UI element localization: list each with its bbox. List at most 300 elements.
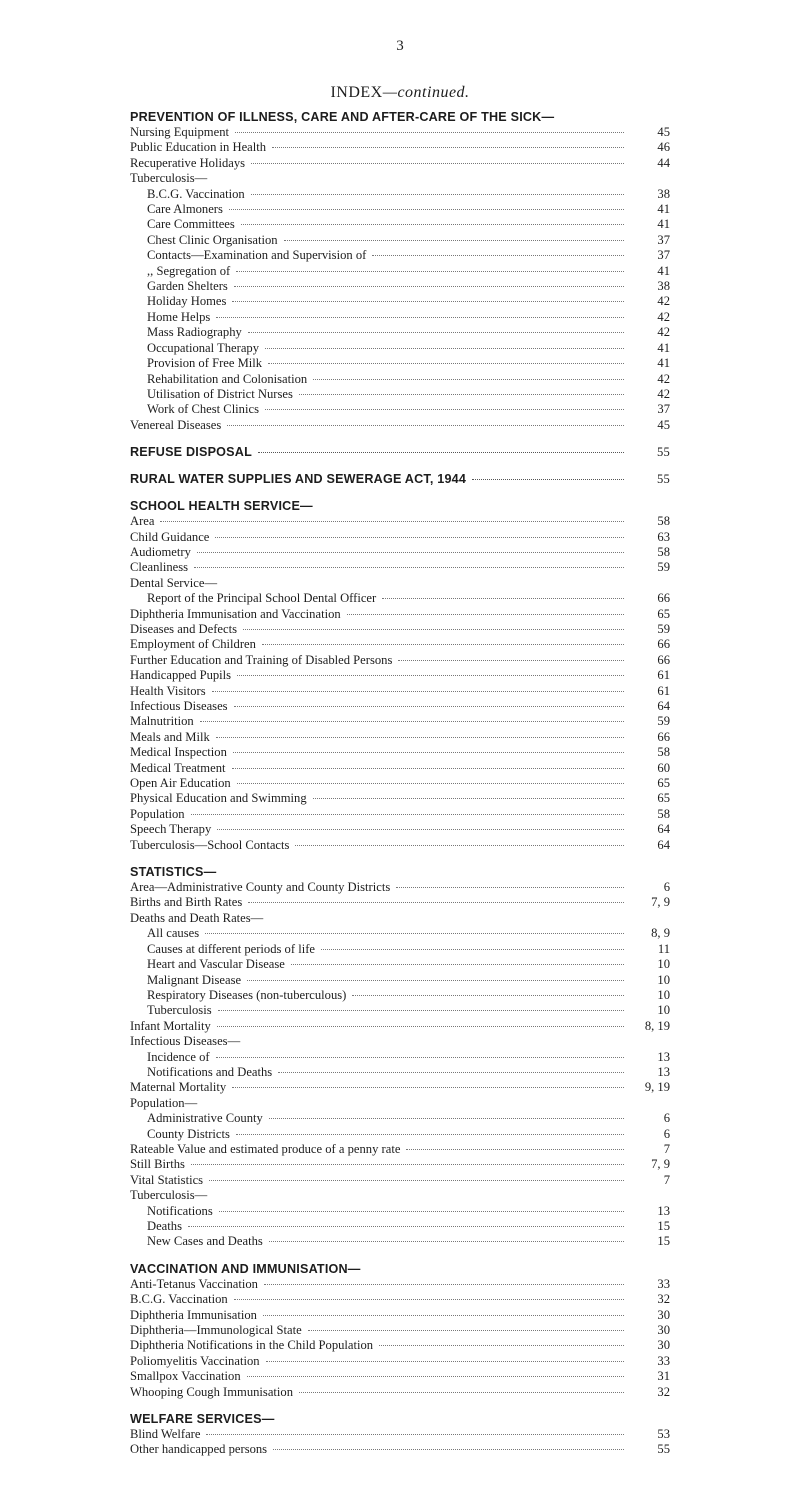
- entry-page-ref: 66: [657, 637, 670, 652]
- entry-page-ref: 7: [663, 1172, 670, 1187]
- section-heading-text: SCHOOL HEALTH SERVICE—: [130, 499, 313, 514]
- entry-label: Garden Shelters: [147, 279, 228, 294]
- entry-page-ref: 64: [657, 837, 670, 852]
- entry-page-ref: 7, 9: [651, 895, 670, 910]
- entry-label: Tuberculosis—: [130, 171, 208, 186]
- entry-page-ref: 13: [657, 1049, 670, 1064]
- entry-page-ref: 10: [657, 957, 670, 972]
- dot-leader: [234, 286, 624, 287]
- dot-leader: [197, 552, 624, 553]
- section-heading-text: WELFARE SERVICES—: [130, 1412, 275, 1427]
- entry-label: Maternal Mortality: [130, 1080, 227, 1095]
- entry-label: Speech Therapy: [130, 822, 212, 837]
- entry-label: Mass Radiography: [147, 325, 242, 340]
- dot-leader: [191, 1164, 624, 1165]
- entry-label: Poliomyelitis Vaccination: [130, 1353, 260, 1368]
- page-number: 3: [396, 38, 404, 54]
- entry-page-ref: 11: [657, 941, 670, 956]
- dot-leader: [266, 1361, 624, 1362]
- dot-leader: [160, 521, 624, 522]
- index-entry: [130, 911, 670, 926]
- dot-leader: [269, 1118, 624, 1119]
- entry-page-ref: 30: [657, 1307, 670, 1322]
- entry-page-ref: 32: [657, 1384, 670, 1399]
- entry-label: Respiratory Diseases (non-tuberculous): [147, 987, 347, 1002]
- entry-label: Tuberculosis—School Contacts: [130, 837, 290, 852]
- index-entry: [130, 1003, 670, 1018]
- entry-label: Area: [130, 514, 155, 529]
- entry-page-ref: 10: [657, 987, 670, 1002]
- entry-label: County Districts: [147, 1126, 230, 1141]
- entry-page-ref: 64: [657, 699, 670, 713]
- dot-leader: [299, 1392, 624, 1393]
- index-entry: [130, 310, 670, 325]
- entry-label: B.C.G. Vaccination: [130, 1292, 228, 1307]
- index-entry: [130, 1173, 670, 1188]
- index-entry: [130, 895, 670, 910]
- entry-label: Home Helps: [147, 309, 211, 324]
- entry-label: Rehabilitation and Colonisation: [147, 371, 308, 386]
- dot-leader: [188, 1226, 624, 1227]
- entry-label: Handicapped Pupils: [130, 668, 232, 683]
- section-heading: [130, 499, 670, 514]
- entry-label: Medical Treatment: [130, 760, 226, 775]
- entry-label: Notifications and Deaths: [147, 1064, 273, 1079]
- entry-label: Area—Administrative County and County Districts: [130, 880, 391, 895]
- dot-leader: [212, 691, 624, 692]
- index-entry: [130, 637, 670, 652]
- entry-label: Medical Inspection: [130, 745, 227, 760]
- dot-leader: [216, 1057, 624, 1058]
- index-entry: [130, 140, 670, 155]
- dot-leader: [265, 409, 624, 410]
- entry-page-ref: 6: [663, 880, 670, 895]
- entry-page-ref: 66: [657, 729, 670, 744]
- entry-label: Venereal Diseases: [130, 417, 222, 432]
- dot-leader: [237, 675, 624, 676]
- section-heading: [130, 1262, 670, 1277]
- entry-label: Further Education and Training of Disabled Persons: [130, 652, 393, 667]
- entry-page-ref: 13: [657, 1064, 670, 1079]
- page-title: [0, 84, 800, 102]
- entry-page-ref: 58: [657, 514, 670, 529]
- section-page-ref: 55: [657, 472, 670, 487]
- entry-page-ref: 44: [657, 155, 670, 170]
- entry-label: Malignant Disease: [147, 972, 242, 987]
- entry-page-ref: 66: [657, 652, 670, 667]
- index-entry: [130, 279, 670, 294]
- section-heading: [130, 865, 670, 880]
- index-entry: [130, 1308, 670, 1323]
- title-main: INDEX: [330, 84, 383, 101]
- entry-label: Utilisation of District Nurses: [147, 386, 293, 401]
- entry-page-ref: 9, 19: [644, 1080, 670, 1095]
- dot-leader: [233, 752, 624, 753]
- entry-label: Diphtheria—Immunological State: [130, 1323, 302, 1338]
- entry-label: Diphtheria Immunisation: [130, 1307, 257, 1322]
- index-entry: [130, 1157, 670, 1172]
- index-entry: [130, 1080, 670, 1095]
- dot-leader: [251, 194, 624, 195]
- entry-page-ref: 65: [657, 606, 670, 621]
- index-entry: [130, 372, 670, 387]
- dot-leader: [308, 1330, 624, 1331]
- entry-label: Population: [130, 806, 185, 821]
- index-entry: [130, 714, 670, 729]
- dot-leader: [243, 629, 624, 630]
- entry-label: Deaths and Death Rates—: [130, 910, 264, 925]
- index-entry: [130, 1369, 670, 1384]
- entry-page-ref: 63: [657, 529, 670, 544]
- entry-label: Open Air Education: [130, 776, 231, 791]
- entry-page-ref: 42: [657, 309, 670, 324]
- dot-leader: [227, 425, 624, 426]
- entry-label: Whooping Cough Immunisation: [130, 1384, 294, 1399]
- index-entry: [130, 838, 670, 853]
- entry-label: Infectious Diseases: [130, 699, 228, 713]
- index-section: [130, 445, 670, 460]
- dot-leader: [372, 255, 624, 256]
- index-entry: [130, 668, 670, 683]
- entry-label: Health Visitors: [130, 683, 206, 698]
- entry-label: Recuperative Holidays: [130, 155, 246, 170]
- dot-leader: [232, 1087, 624, 1088]
- index-entry: [130, 1219, 670, 1234]
- index-entry: [130, 926, 670, 941]
- entry-page-ref: 42: [657, 294, 670, 309]
- index-entry: [130, 187, 670, 202]
- entry-label: Nursing Equipment: [130, 125, 229, 139]
- entry-page-ref: 60: [657, 760, 670, 775]
- dot-leader: [472, 479, 624, 480]
- index-entry: [130, 880, 670, 895]
- dot-leader: [194, 567, 624, 568]
- entry-page-ref: 41: [657, 263, 670, 278]
- index-entry: [130, 1354, 670, 1369]
- index-section: [130, 110, 670, 433]
- dot-leader: [347, 614, 624, 615]
- entry-page-ref: 66: [657, 591, 670, 606]
- entry-label: Blind Welfare: [130, 1427, 201, 1442]
- entry-label: Care Committees: [147, 217, 235, 232]
- dot-leader: [269, 1241, 624, 1242]
- entry-label: Dental Service—: [130, 575, 218, 590]
- index-entry: [130, 156, 670, 171]
- index-entry: [130, 341, 670, 356]
- dot-leader: [313, 798, 624, 799]
- entry-page-ref: 58: [657, 806, 670, 821]
- index-entry: [130, 807, 670, 822]
- dot-leader: [216, 317, 624, 318]
- entry-page-ref: 15: [657, 1234, 670, 1249]
- entry-page-ref: 59: [657, 560, 670, 575]
- dot-leader: [248, 902, 624, 903]
- dot-leader: [206, 1434, 624, 1435]
- entry-page-ref: 7, 9: [651, 1157, 670, 1172]
- dot-leader: [217, 829, 624, 830]
- entry-label: Incidence of: [147, 1049, 210, 1064]
- index-section: [130, 1262, 670, 1400]
- entry-page-ref: 13: [657, 1203, 670, 1218]
- entry-label: Physical Education and Swimming: [130, 791, 307, 806]
- dot-leader: [284, 240, 624, 241]
- entry-page-ref: 55: [657, 1442, 670, 1457]
- index-entry: [130, 1277, 670, 1292]
- entry-page-ref: 42: [657, 386, 670, 401]
- dot-leader: [234, 1299, 624, 1300]
- entry-label: ,, Segregation of: [147, 263, 231, 278]
- entry-label: B.C.G. Vaccination: [147, 186, 245, 201]
- index-entry: [130, 1204, 670, 1219]
- section-heading: [130, 110, 670, 125]
- index-entry: [130, 730, 670, 745]
- entry-page-ref: 37: [657, 232, 670, 247]
- dot-leader: [382, 598, 624, 599]
- entry-label: Still Births: [130, 1157, 185, 1172]
- entry-label: Provision of Free Milk: [147, 356, 263, 371]
- index-section: [130, 472, 670, 487]
- index-entry: [130, 684, 670, 699]
- index-entry: [130, 545, 670, 560]
- index-body: [130, 110, 670, 1470]
- entry-label: Holiday Homes: [147, 294, 227, 309]
- index-entry: [130, 514, 670, 529]
- dot-leader: [295, 845, 624, 846]
- entry-label: Rateable Value and estimated produce of a penny rate: [130, 1141, 401, 1156]
- section-heading: [130, 1412, 670, 1427]
- section-heading-text: RURAL WATER SUPPLIES AND SEWERAGE ACT, 1944: [130, 472, 467, 487]
- entry-page-ref: 53: [657, 1427, 670, 1442]
- dot-leader: [398, 660, 624, 661]
- dot-leader: [265, 348, 624, 349]
- index-entry: [130, 957, 670, 972]
- entry-label: Diseases and Defects: [130, 621, 238, 636]
- entry-page-ref: 46: [657, 140, 670, 155]
- index-entry: [130, 530, 670, 545]
- index-entry: [130, 761, 670, 776]
- index-entry: [130, 387, 670, 402]
- dot-leader: [241, 224, 624, 225]
- dot-leader: [247, 980, 624, 981]
- entry-page-ref: 65: [657, 776, 670, 791]
- dot-leader: [268, 363, 624, 364]
- index-entry: [130, 1111, 670, 1126]
- entry-label: Population—: [130, 1095, 198, 1110]
- entry-page-ref: 32: [657, 1292, 670, 1307]
- entry-page-ref: 59: [657, 714, 670, 729]
- index-entry: [130, 560, 670, 575]
- dot-leader: [209, 1180, 624, 1181]
- entry-label: Work of Chest Clinics: [147, 402, 259, 417]
- dot-leader: [205, 933, 624, 934]
- section-heading: [130, 445, 670, 460]
- entry-label: Administrative County: [147, 1111, 263, 1126]
- entry-page-ref: 41: [657, 217, 670, 232]
- index-entry: [130, 125, 670, 140]
- entry-label: Cleanliness: [130, 560, 189, 575]
- entry-page-ref: 10: [657, 972, 670, 987]
- dot-leader: [262, 644, 624, 645]
- entry-page-ref: 6: [663, 1126, 670, 1141]
- index-entry: [130, 1142, 670, 1157]
- entry-page-ref: 15: [657, 1219, 670, 1233]
- index-entry: [130, 1065, 670, 1080]
- index-entry: [130, 591, 670, 606]
- entry-label: Tuberculosis: [147, 1003, 212, 1018]
- index-entry: [130, 745, 670, 760]
- index-entry: [130, 699, 670, 714]
- index-entry: [130, 171, 670, 186]
- index-entry: [130, 1442, 670, 1457]
- entry-label: Causes at different periods of life: [147, 941, 315, 956]
- index-entry: [130, 217, 670, 232]
- entry-label: Births and Birth Rates: [130, 895, 243, 910]
- index-entry: [130, 973, 670, 988]
- index-entry: [130, 607, 670, 622]
- section-heading-text: REFUSE DISPOSAL: [130, 445, 252, 460]
- index-entry: [130, 1188, 670, 1203]
- dot-leader: [321, 949, 624, 950]
- section-heading-text: VACCINATION AND IMMUNISATION—: [130, 1261, 361, 1276]
- entry-label: Deaths: [147, 1219, 182, 1233]
- dot-leader: [237, 783, 624, 784]
- index-entry: [130, 356, 670, 371]
- index-entry: [130, 1019, 670, 1034]
- index-entry: [130, 822, 670, 837]
- dot-leader: [229, 209, 624, 210]
- entry-page-ref: 42: [657, 325, 670, 340]
- entry-label: New Cases and Deaths: [147, 1234, 263, 1249]
- entry-page-ref: 38: [657, 186, 670, 201]
- entry-page-ref: 41: [657, 340, 670, 355]
- title-continued: —continued.: [382, 84, 470, 101]
- entry-label: Malnutrition: [130, 714, 194, 729]
- section-heading: [130, 472, 670, 487]
- index-entry: [130, 576, 670, 591]
- index-entry: [130, 1096, 670, 1111]
- entry-label: Meals and Milk: [130, 729, 210, 744]
- index-entry: [130, 622, 670, 637]
- dot-leader: [215, 537, 624, 538]
- index-entry: [130, 248, 670, 263]
- entry-page-ref: 10: [657, 1003, 670, 1018]
- entry-label: Chest Clinic Organisation: [147, 232, 278, 247]
- dot-leader: [273, 1449, 624, 1450]
- index-section: [130, 1412, 670, 1458]
- dot-leader: [218, 1010, 624, 1011]
- entry-page-ref: 61: [657, 668, 670, 683]
- entry-label: Diphtheria Notifications in the Child Population: [130, 1338, 374, 1353]
- index-entry: [130, 1338, 670, 1353]
- dot-leader: [396, 887, 624, 888]
- entry-page-ref: 33: [657, 1276, 670, 1291]
- index-entry: [130, 233, 670, 248]
- entry-label: Infectious Diseases—: [130, 1034, 241, 1049]
- dot-leader: [219, 1211, 624, 1212]
- entry-page-ref: 30: [657, 1323, 670, 1338]
- entry-page-ref: 58: [657, 544, 670, 559]
- index-entry: [130, 294, 670, 309]
- entry-label: Vital Statistics: [130, 1172, 204, 1187]
- dot-leader: [232, 768, 625, 769]
- entry-page-ref: 41: [657, 356, 670, 371]
- entry-label: Child Guidance: [130, 529, 210, 544]
- dot-leader: [236, 1134, 624, 1135]
- entry-label: Employment of Children: [130, 637, 256, 652]
- entry-label: Audiometry: [130, 544, 191, 559]
- entry-page-ref: 59: [657, 621, 670, 636]
- dot-leader: [299, 394, 624, 395]
- dot-leader: [352, 995, 624, 996]
- index-entry: [130, 1034, 670, 1049]
- index-entry: [130, 1323, 670, 1338]
- dot-leader: [200, 721, 624, 722]
- index-entry: [130, 988, 670, 1003]
- index-entry: [130, 418, 670, 433]
- index-entry: [130, 402, 670, 417]
- entry-page-ref: 37: [657, 248, 670, 263]
- entry-label: Report of the Principal School Dental Officer: [147, 591, 377, 606]
- entry-label: Contacts—Examination and Supervision of: [147, 248, 367, 263]
- dot-leader: [379, 1345, 624, 1346]
- dot-leader: [248, 332, 624, 333]
- entry-page-ref: 45: [657, 417, 670, 432]
- dot-leader: [232, 301, 624, 302]
- entry-page-ref: 65: [657, 791, 670, 806]
- entry-page-ref: 58: [657, 745, 670, 760]
- dot-leader: [406, 1149, 624, 1150]
- dot-leader: [247, 1376, 624, 1377]
- entry-label: Heart and Vascular Disease: [147, 957, 285, 972]
- section-heading-text: STATISTICS—: [130, 865, 217, 880]
- index-entry: [130, 1385, 670, 1400]
- entry-label: Notifications: [147, 1203, 213, 1218]
- entry-page-ref: 8, 9: [651, 926, 670, 941]
- entry-page-ref: 41: [657, 202, 670, 217]
- dot-leader: [291, 964, 624, 965]
- dot-leader: [217, 1026, 624, 1027]
- dot-leader: [272, 147, 624, 148]
- index-entry: [130, 1127, 670, 1142]
- entry-page-ref: 61: [657, 683, 670, 698]
- dot-leader: [216, 737, 624, 738]
- entry-page-ref: 30: [657, 1338, 670, 1353]
- index-entry: [130, 1234, 670, 1249]
- entry-page-ref: 33: [657, 1353, 670, 1368]
- entry-label: Tuberculosis—: [130, 1188, 208, 1203]
- index-entry: [130, 1050, 670, 1065]
- index-section: [130, 499, 670, 853]
- dot-leader: [278, 1072, 624, 1073]
- entry-label: Anti-Tetanus Vaccination: [130, 1276, 258, 1291]
- index-entry: [130, 776, 670, 791]
- index-entry: [130, 942, 670, 957]
- index-entry: [130, 202, 670, 217]
- dot-leader: [236, 271, 624, 272]
- entry-label: Other handicapped persons: [130, 1442, 268, 1457]
- entry-page-ref: 38: [657, 279, 670, 294]
- entry-label: Infant Mortality: [130, 1018, 211, 1033]
- index-entry: [130, 653, 670, 668]
- dot-leader: [263, 1315, 624, 1316]
- index-entry: [130, 264, 670, 279]
- dot-leader: [234, 706, 624, 707]
- dot-leader: [264, 1284, 624, 1285]
- entry-page-ref: 6: [663, 1111, 670, 1126]
- entry-label: Smallpox Vaccination: [130, 1369, 241, 1384]
- section-page-ref: 55: [657, 445, 670, 460]
- index-entry: [130, 325, 670, 340]
